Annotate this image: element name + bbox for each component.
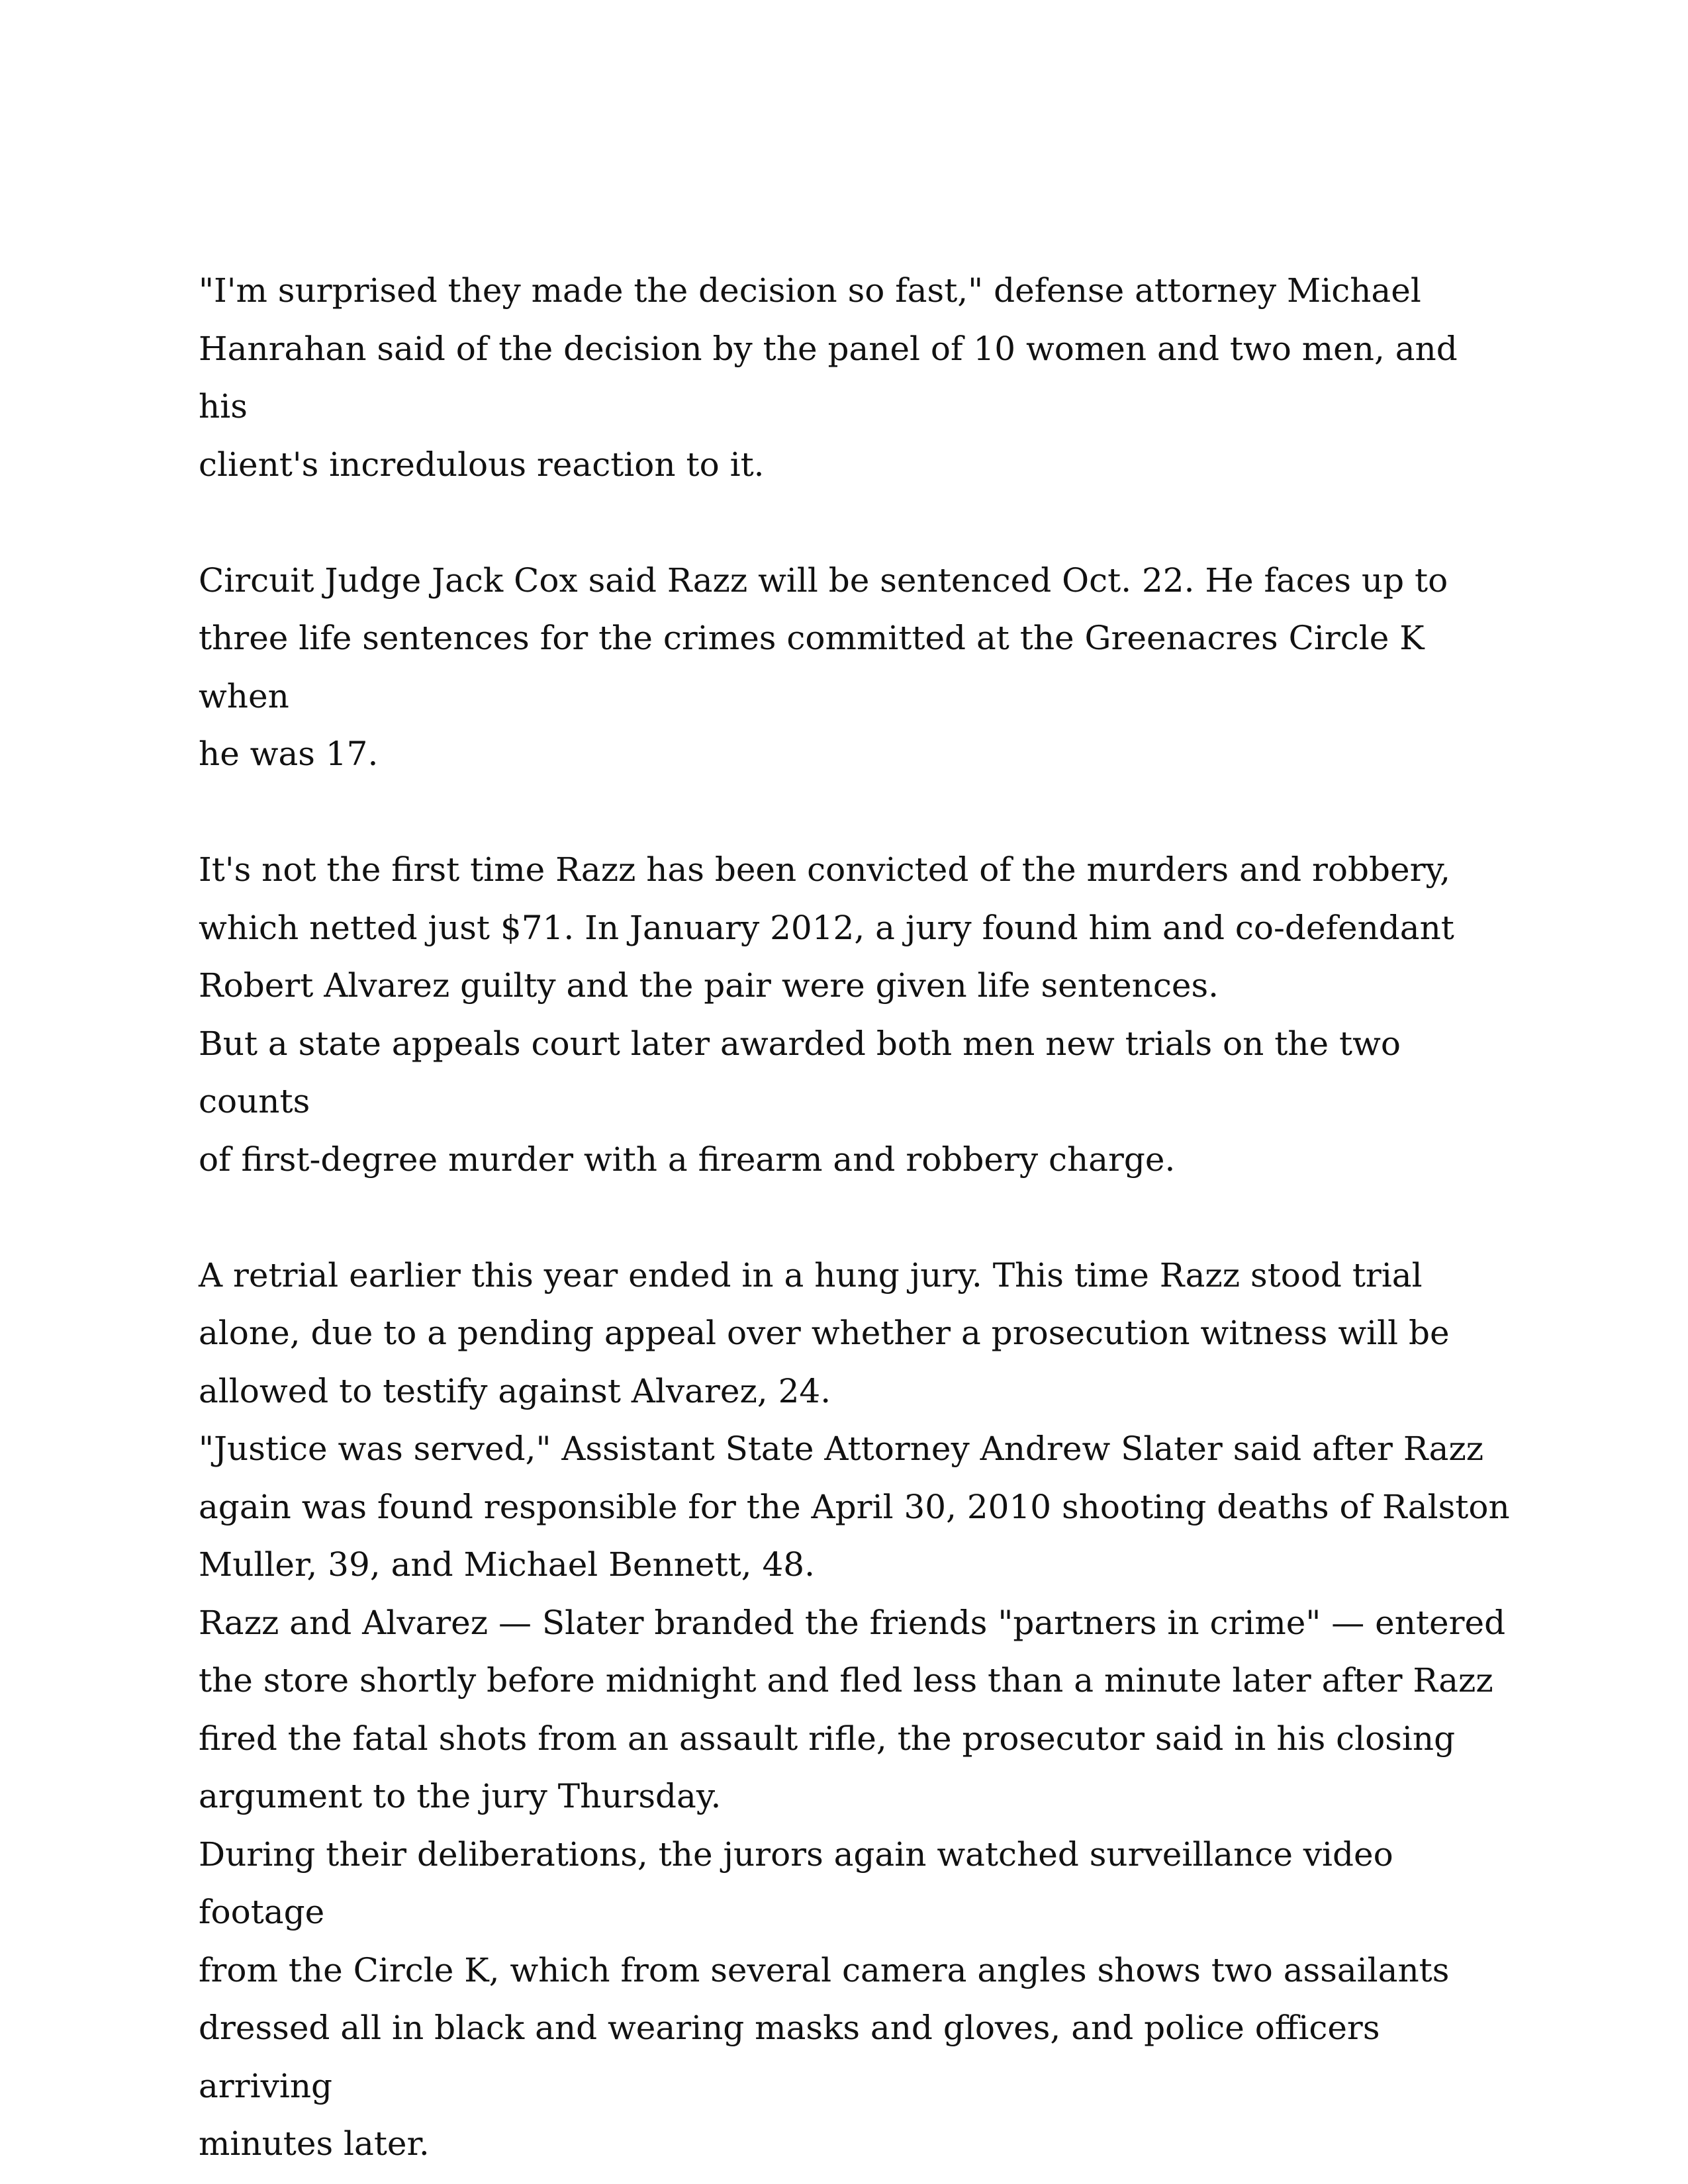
paragraph-spacer	[199, 1189, 1516, 1247]
paragraph-sentencing	[199, 552, 1516, 784]
text-line: Razz and Alvarez — Slater branded the friends "partners in crime" — entered	[199, 1603, 1506, 1642]
text-line: "Justice was served," Assistant State Attorney Andrew Slater said after Razz	[199, 1430, 1484, 1468]
text-line: But a state appeals court later awarded both men new trials on the two counts	[199, 1024, 1401, 1120]
text-line: the store shortly before midnight and fled less than a minute later after Razz	[199, 1661, 1493, 1700]
text-line: of first-degree murder with a firearm and robbery charge.	[199, 1140, 1176, 1179]
text-line: argument to the jury Thursday.	[199, 1777, 722, 1815]
paragraph-retrial	[199, 1247, 1516, 2173]
text-line: It's not the first time Razz has been convicted of the murders and robbery,	[199, 850, 1451, 889]
text-line: fired the fatal shots from an assault rifle, the prosecutor said in his closing	[199, 1719, 1456, 1758]
paragraph-spacer	[199, 494, 1516, 552]
text-line: three life sentences for the crimes committed at the Greenacres Circle K when	[199, 619, 1425, 715]
text-line: Circuit Judge Jack Cox said Razz will be sentenced Oct. 22. He faces up to	[199, 561, 1448, 600]
article-body	[199, 262, 1516, 2173]
text-line: Hanrahan said of the decision by the panel of 10 women and two men, and his	[199, 329, 1458, 426]
text-line: client's incredulous reaction to it.	[199, 445, 765, 484]
text-line: A retrial earlier this year ended in a hung jury. This time Razz stood trial	[199, 1255, 1423, 1295]
text-line: Muller, 39, and Michael Bennett, 48.	[199, 1545, 815, 1584]
paragraph-spacer	[199, 784, 1516, 842]
text-line: During their deliberations, the jurors again watched surveillance video footage	[199, 1835, 1393, 1931]
text-line: allowed to testify against Alvarez, 24.	[199, 1371, 831, 1410]
text-line: he was 17.	[199, 735, 379, 773]
text-line: dressed all in black and wearing masks and gloves, and police officers arriving	[199, 2009, 1380, 2105]
text-line: Robert Alvarez guilty and the pair were given life sentences.	[199, 966, 1219, 1005]
paragraph-defense-reaction	[199, 262, 1516, 494]
text-line: alone, due to a pending appeal over whether a prosecution witness will be	[199, 1314, 1450, 1352]
text-line: again was found responsible for the April 30, 2010 shooting deaths of Ralston	[199, 1487, 1510, 1526]
text-line: minutes later.	[199, 2124, 430, 2163]
text-line: which netted just $71. In January 2012, a jury found him and co-defendant	[199, 908, 1454, 947]
paragraph-prior-conviction	[199, 841, 1516, 1189]
text-line: from the Circle K, which from several camera angles shows two assailants	[199, 1950, 1450, 1989]
text-line: "I'm surprised they made the decision so fast," defense attorney Michael	[199, 271, 1421, 310]
